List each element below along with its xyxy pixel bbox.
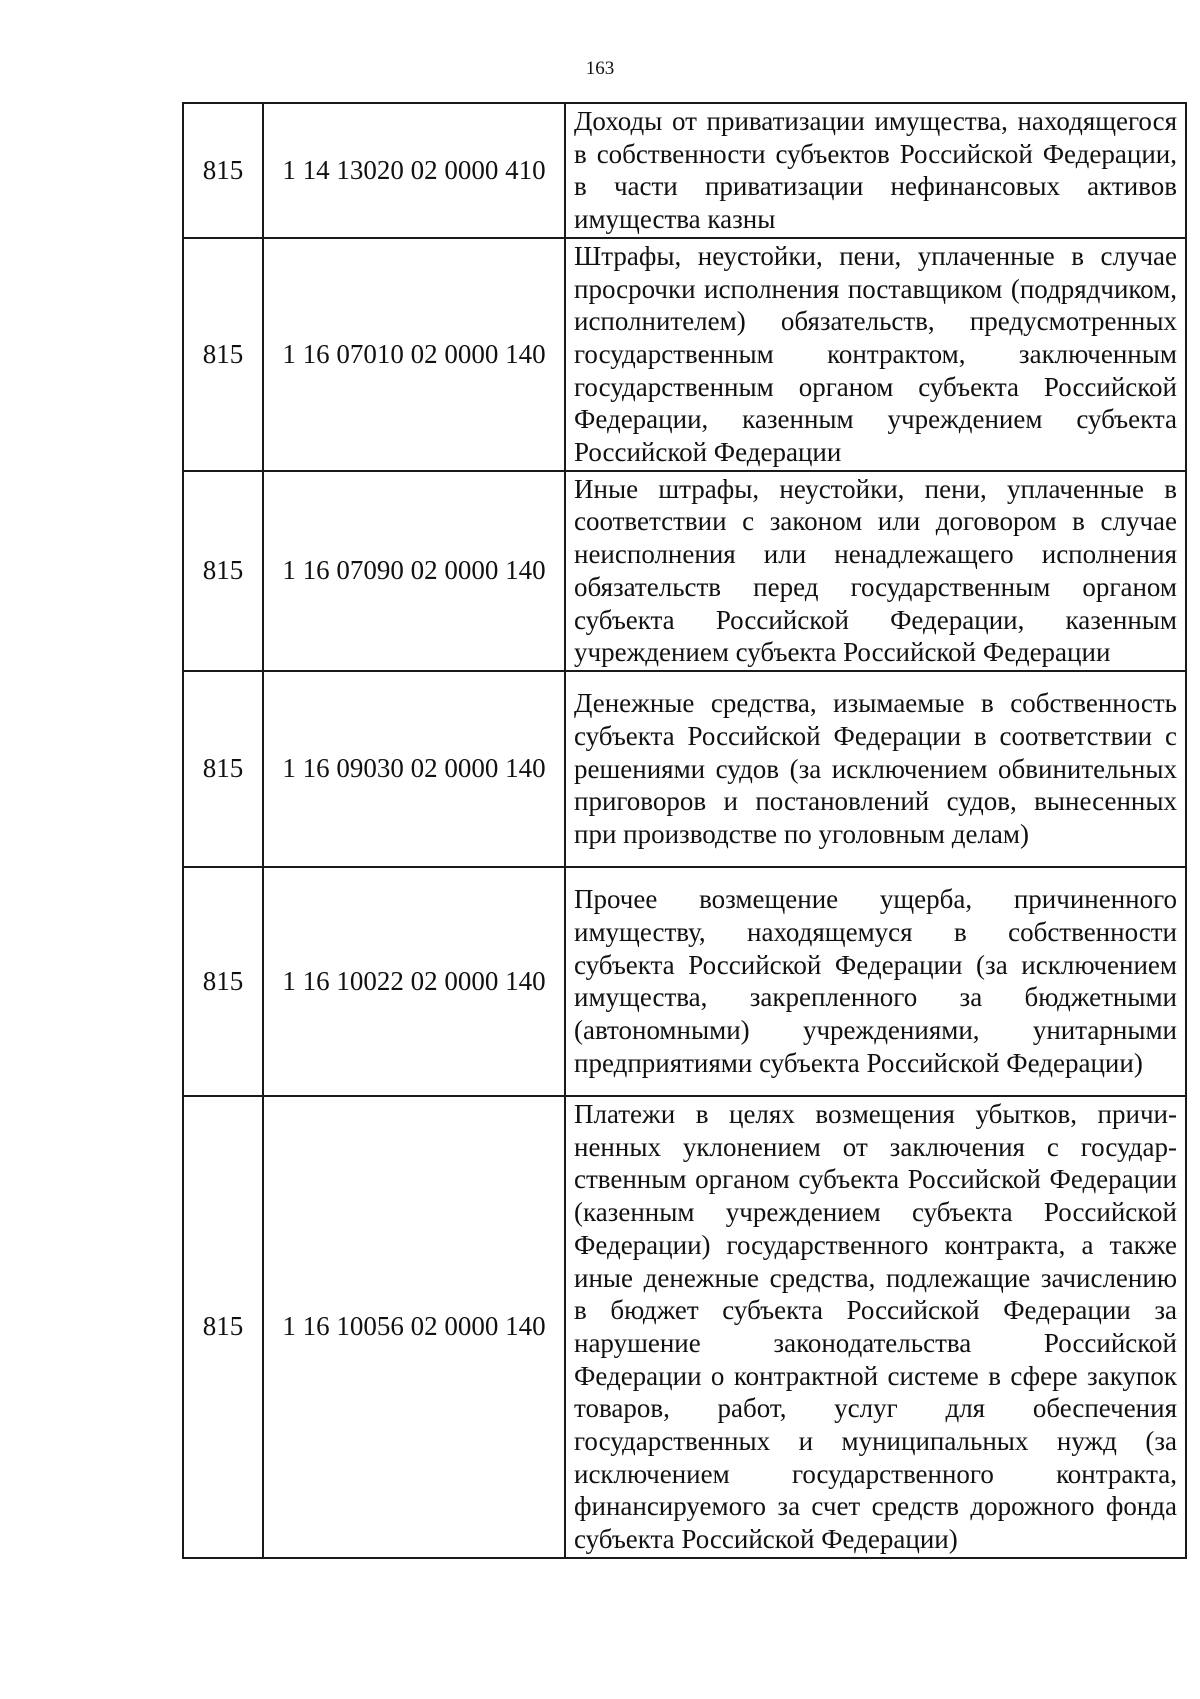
table-row — [183, 1096, 1186, 1558]
page-number: 163 — [585, 58, 615, 79]
description-cell: Денежные средства, изымаемые в собственность субъекта Российской Федерации в соответствии с решениями судов (за исключением обвинительных приговоров и постановлений судов, вынесенных при производстве по уголовным делам) — [565, 671, 1186, 867]
budget-code-cell: 1 16 10022 02 0000 140 — [263, 867, 565, 1096]
description-cell: Иные штрафы, неустойки, пени, уплаченные в соответствии с законом или договором в случае неисполнения или ненадлежащего исполнения обязательств перед государственным органом субъекта Российской Федерации, казенным учреждением субъекта Российской Федерации — [565, 471, 1186, 671]
table-row — [183, 671, 1186, 867]
table-row — [183, 867, 1186, 1096]
budget-code-cell: 1 16 09030 02 0000 140 — [263, 671, 565, 867]
admin-code-cell: 815 — [183, 671, 263, 867]
budget-code-cell: 1 16 10056 02 0000 140 — [263, 1096, 565, 1558]
admin-code-cell: 815 — [183, 103, 263, 238]
description-cell: Прочее возмещение ущерба, причиненного имуществу, находящемуся в собственности субъекта Российской Федерации (за исключением имущества, закрепленного за бюджетными (автономными) учреждениями, унитарными предприятиями субъекта Российской Федерации) — [565, 867, 1186, 1096]
description-cell: Платежи в целях возмещения убытков, причиненных уклонением от заключения с государственным органом субъекта Российской Федерации (казенным учреждением субъекта Российской Федерации) государственного контракта, а также иные денежные средства, подлежащие зачислению в бюджет субъекта Российской Федерации за нарушение законодательства Российской Федерации о контрактной системе в сфере закупок товаров, работ, услуг для обеспечения государственных и муниципальных нужд (за исключением государственного контракта, финансируемого за счет средств дорожного фонда субъекта Российской Федерации) — [565, 1096, 1186, 1558]
table-row — [183, 471, 1186, 671]
budget-codes-table — [182, 102, 1187, 1559]
admin-code-cell: 815 — [183, 471, 263, 671]
budget-code-cell: 1 16 07010 02 0000 140 — [263, 238, 565, 471]
table-row — [183, 103, 1186, 238]
budget-code-cell: 1 16 07090 02 0000 140 — [263, 471, 565, 671]
admin-code-cell: 815 — [183, 867, 263, 1096]
admin-code-cell: 815 — [183, 238, 263, 471]
admin-code-cell: 815 — [183, 1096, 263, 1558]
budget-code-cell: 1 14 13020 02 0000 410 — [263, 103, 565, 238]
description-cell: Доходы от приватизации имущества, находящегося в собственности субъектов Российской Федерации, в части приватизации нефинансовых активов имущества казны — [565, 103, 1186, 238]
description-cell: Штрафы, неустойки, пени, уплаченные в случае просрочки исполнения поставщиком (подрядчиком, исполнителем) обязательств, предусмотренных государственным контрактом, заключенным государственным органом субъекта Российской Федерации, казенным учреждением субъекта Российской Федерации — [565, 238, 1186, 471]
table-row — [183, 238, 1186, 471]
